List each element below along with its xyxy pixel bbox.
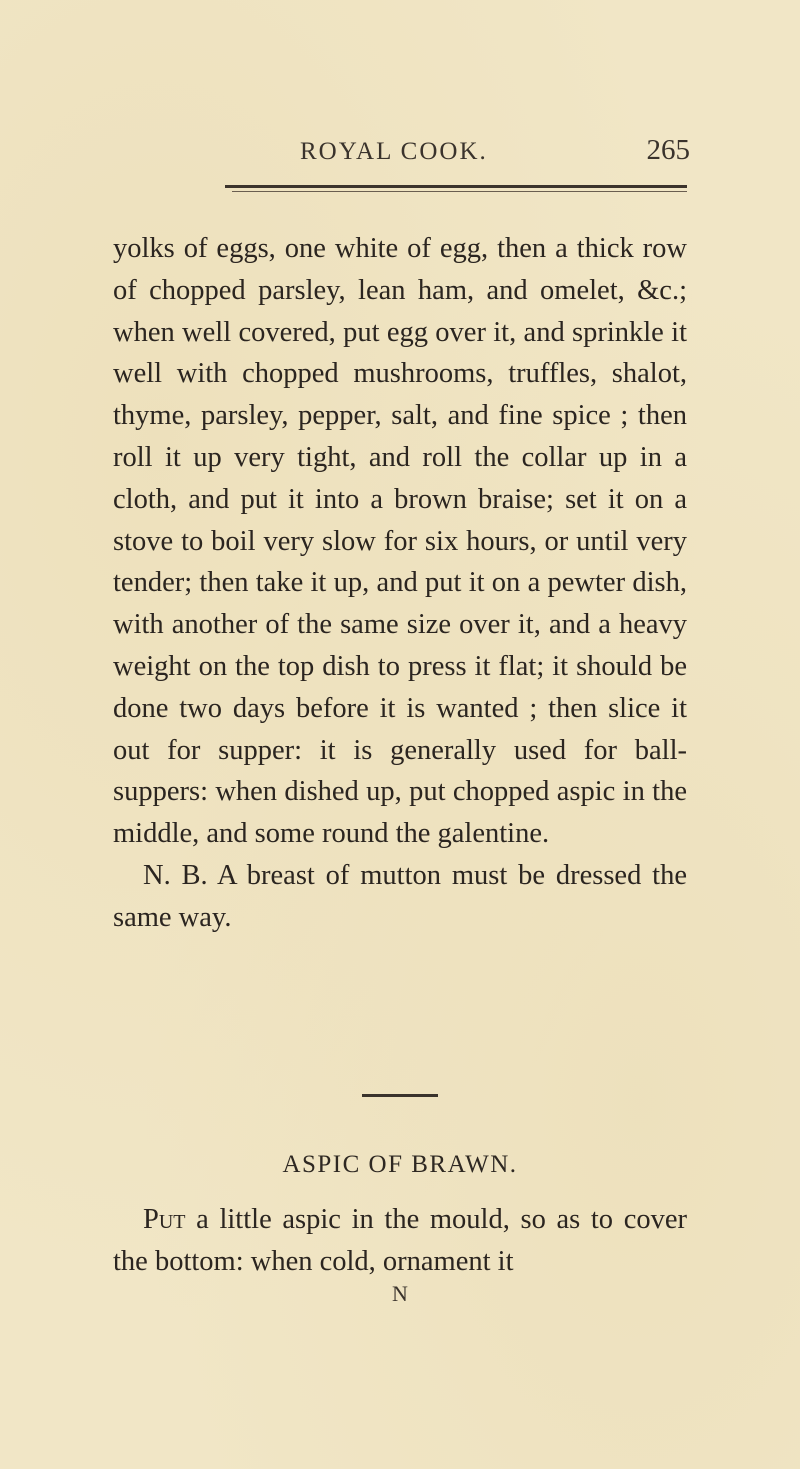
running-title: ROYAL COOK. xyxy=(300,138,488,165)
paragraph-aspic-body: a little aspic in the mould, so as to cover the bottom: when cold, ornament it xyxy=(113,1204,687,1277)
signature-mark: N xyxy=(392,1281,408,1306)
paragraph-aspic xyxy=(113,1199,687,1283)
section-divider xyxy=(362,1094,438,1097)
body-text xyxy=(113,228,687,939)
header-rule xyxy=(225,185,687,188)
paragraph-galentine: yolks of eggs, one white of egg, then a thick row of chopped parsley, lean ham, and omelet, &c.; when well covered, put egg over it, and sprinkle it well with chopped mushrooms, truffles, shalot, thyme, parsley, pepper, salt, and fine spice ; then roll it up very tight, and roll the collar up in a cloth, and put it into a brown braise; set it on a stove to boil very slow for six hours, or until very tender; then take it up, and put it on a pewter dish, with another of the same size over it, and a heavy weight on the top dish to press it flat; it should be done two days before it is wanted ; then slice it out for supper: it is generally used for ball-suppers: when dished up, put chopped aspic in the middle, and some round the galentine. xyxy=(113,233,687,850)
page-number: 265 xyxy=(646,134,690,166)
section-text xyxy=(113,1199,687,1283)
running-head xyxy=(300,134,690,178)
paragraph-nota-bene: N. B. A breast of mutton must be dressed the same way. xyxy=(113,859,687,933)
header-rule-thin xyxy=(232,191,687,192)
paragraph-first-word: Put xyxy=(143,1204,186,1235)
section-heading: ASPIC OF BRAWN. xyxy=(282,1151,518,1178)
